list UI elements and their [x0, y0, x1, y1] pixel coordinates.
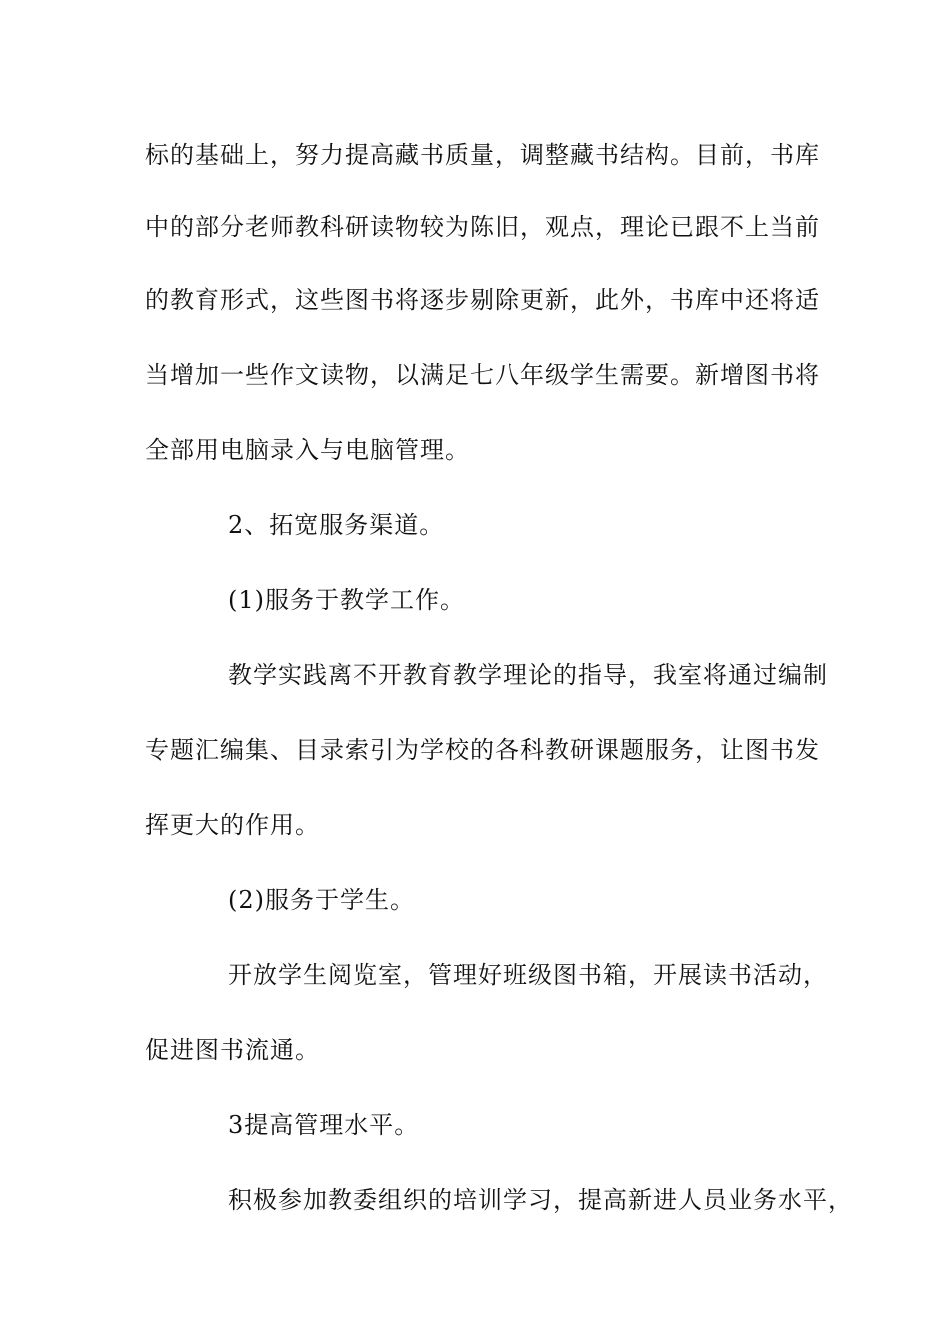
paragraph-line: 全部用电脑录入与电脑管理。 — [145, 436, 470, 464]
paragraph-line: 开放学生阅览室，管理好班级图书箱，开展读书活动， — [228, 961, 828, 989]
paragraph-line: 中的部分老师教科研读物较为陈旧，观点，理论已跟不上当前 — [145, 213, 820, 241]
subsection-heading: (1)服务于教学工作。 — [228, 586, 465, 614]
paragraph-line: 积极参加教委组织的培训学习，提高新进人员业务水平， — [228, 1186, 853, 1214]
paragraph-line: 挥更大的作用。 — [145, 811, 320, 839]
section-heading: 3提高管理水平。 — [228, 1111, 420, 1139]
paragraph-line: 促进图书流通。 — [145, 1036, 320, 1064]
paragraph-line: 教学实践离不开教育教学理论的指导，我室将通过编制 — [228, 661, 828, 689]
paragraph-line: 当增加一些作文读物，以满足七八年级学生需要。新增图书将 — [145, 361, 820, 389]
subsection-heading: (2)服务于学生。 — [228, 886, 415, 914]
paragraph-line: 专题汇编集、目录索引为学校的各科教研课题服务，让图书发 — [145, 736, 820, 764]
section-heading: 2、拓宽服务渠道。 — [228, 511, 445, 539]
paragraph-line: 的教育形式，这些图书将逐步剔除更新，此外，书库中还将适 — [145, 286, 820, 314]
paragraph-line: 标的基础上，努力提高藏书质量，调整藏书结构。目前，书库 — [145, 141, 820, 169]
